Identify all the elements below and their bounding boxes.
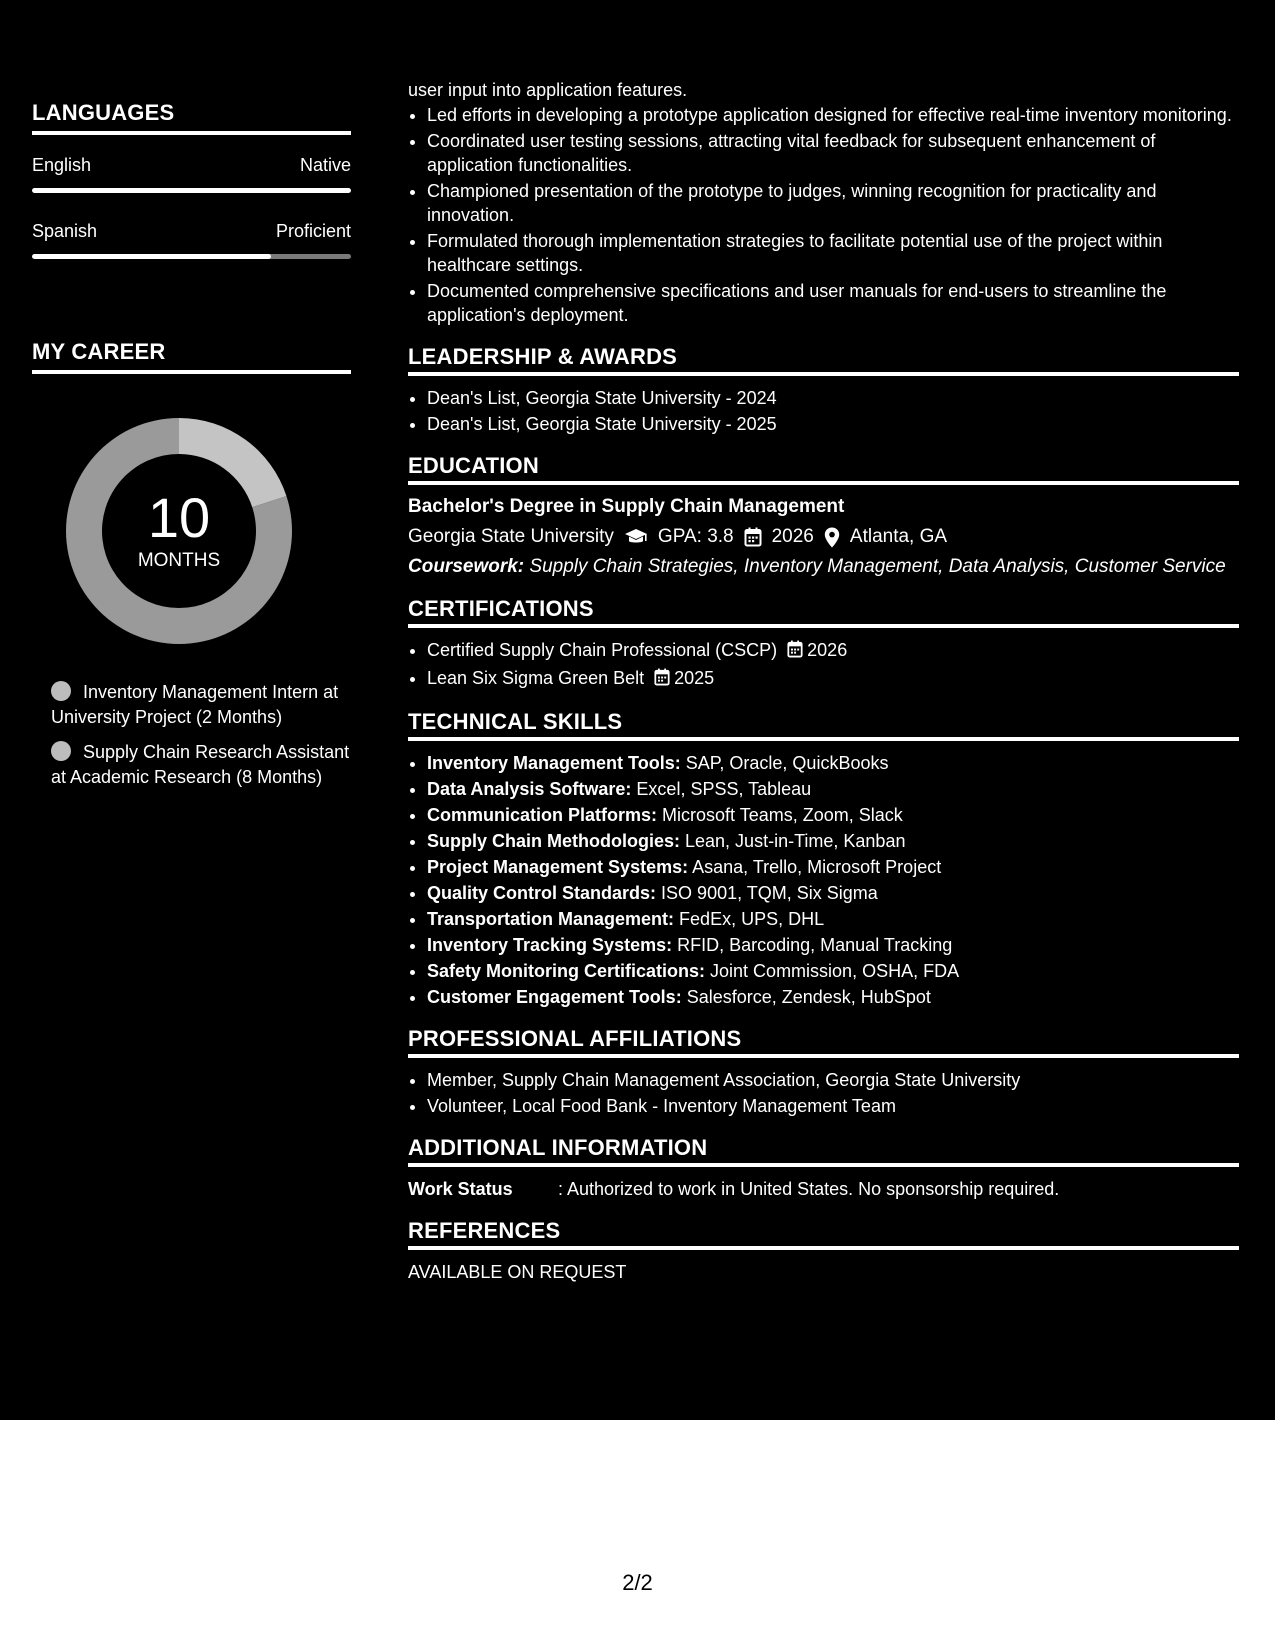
cert-name: Lean Six Sigma Green Belt	[427, 668, 645, 688]
language-bar-fill	[32, 254, 271, 259]
language-name: English	[32, 155, 92, 175]
skills-list	[408, 751, 1239, 1009]
affiliations-heading: PROFESSIONAL AFFILIATIONS	[408, 1027, 1239, 1058]
career-donut	[66, 418, 292, 644]
location-pin-icon	[824, 527, 840, 548]
list-item	[427, 803, 1239, 827]
graduation-year: 2026	[771, 526, 814, 547]
skill-values: Excel, SPSS, Tableau	[636, 779, 812, 799]
skills-heading: TECHNICAL SKILLS	[408, 710, 1239, 741]
career-total-number: 10	[147, 486, 211, 549]
skill-category: Customer Engagement Tools:	[427, 987, 682, 1007]
calendar-icon	[654, 668, 670, 692]
list-item: • Coordinated user testing sessions, attracting vital feedback for subsequent enhancement of application functionalities.	[427, 129, 1239, 177]
continued-text: user input into application features.	[408, 80, 688, 100]
degree-title: Bachelor's Degree in Supply Chain Management	[408, 496, 845, 517]
cert-year: 2026	[807, 640, 848, 660]
education-details	[408, 525, 1239, 549]
coursework-text: Supply Chain Strategies, Inventory Management, Data Analysis, Customer Service	[529, 556, 1226, 577]
additional-info-heading: ADDITIONAL INFORMATION	[408, 1136, 1239, 1167]
skill-category: Transportation Management:	[427, 909, 675, 929]
career-item-label: Supply Chain Research Assistant at Academic Research (8 Months)	[51, 742, 350, 787]
skill-values: Asana, Trello, Microsoft Project	[692, 857, 942, 877]
list-item: • Volunteer, Local Food Bank - Inventory Management Team	[427, 1094, 1239, 1118]
language-english	[32, 155, 351, 193]
references-text: AVAILABLE ON REQUEST	[408, 1262, 627, 1282]
skill-category: Inventory Management Tools:	[427, 753, 681, 773]
certifications-list	[408, 638, 1239, 692]
list-item	[427, 907, 1239, 931]
skill-category: Supply Chain Methodologies:	[427, 831, 680, 851]
career-item	[51, 740, 351, 790]
career-heading: MY CAREER	[32, 339, 351, 374]
list-item	[427, 855, 1239, 879]
bullet-dot-icon	[51, 681, 71, 701]
skill-category: Project Management Systems:	[427, 857, 689, 877]
language-bar	[32, 254, 351, 259]
main-content	[408, 78, 1239, 1284]
coursework-label: Coursework:	[408, 556, 525, 577]
page-number: 2/2	[622, 1570, 653, 1595]
list-item: • Championed presentation of the prototype to judges, winning recognition for practicality and innovation.	[427, 179, 1239, 227]
language-level: Native	[299, 155, 351, 175]
references-heading: REFERENCES	[408, 1219, 1239, 1250]
career-item-label: Inventory Management Intern at University Project (2 Months)	[51, 682, 339, 727]
skill-values: ISO 9001, TQM, Six Sigma	[661, 883, 878, 903]
work-status-label: Work Status	[408, 1179, 513, 1199]
skill-category: Inventory Tracking Systems:	[427, 935, 673, 955]
skill-values: Salesforce, Zendesk, HubSpot	[686, 987, 931, 1007]
skill-values: Lean, Just-in-Time, Kanban	[685, 831, 906, 851]
list-item: • Formulated thorough implementation strategies to facilitate potential use of the project within healthcare settings.	[427, 229, 1239, 277]
list-item	[427, 881, 1239, 905]
certifications-heading: CERTIFICATIONS	[408, 597, 1239, 628]
list-item: • Led efforts in developing a prototype application designed for effective real-time inventory monitoring.	[427, 103, 1239, 127]
donut-center	[66, 418, 292, 644]
skill-category: Data Analysis Software:	[427, 779, 632, 799]
skill-category: Quality Control Standards:	[427, 883, 657, 903]
skill-values: RFID, Barcoding, Manual Tracking	[677, 935, 953, 955]
list-item	[427, 985, 1239, 1009]
skill-values: SAP, Oracle, QuickBooks	[685, 753, 889, 773]
list-item	[427, 638, 1239, 664]
career-item	[51, 680, 351, 730]
education-heading: EDUCATION	[408, 454, 1239, 485]
list-item: • Documented comprehensive specifications and user manuals for end-users to streamline the application's deployment.	[427, 279, 1239, 327]
work-status-row	[408, 1177, 1239, 1201]
language-name: Spanish	[32, 221, 98, 241]
languages-heading: LANGUAGES	[32, 100, 351, 135]
skill-category: Safety Monitoring Certifications:	[427, 961, 706, 981]
graduation-cap-icon	[624, 528, 648, 546]
list-item	[427, 751, 1239, 775]
list-item	[427, 933, 1239, 957]
work-status-value: : Authorized to work in United States. No sponsorship required.	[558, 1179, 1060, 1199]
language-bar-fill	[32, 188, 351, 193]
language-level: Proficient	[275, 221, 351, 241]
leadership-heading: LEADERSHIP & AWARDS	[408, 345, 1239, 376]
list-item	[427, 829, 1239, 853]
leadership-list	[408, 386, 1239, 436]
list-item	[427, 777, 1239, 801]
list-item: • Member, Supply Chain Management Association, Georgia State University	[427, 1068, 1239, 1092]
language-spanish	[32, 221, 351, 259]
list-item	[427, 666, 1239, 692]
skill-values: Joint Commission, OSHA, FDA	[710, 961, 960, 981]
sidebar	[32, 100, 351, 800]
school-location: Atlanta, GA	[849, 526, 948, 547]
language-bar	[32, 188, 351, 193]
list-item: • Dean's List, Georgia State University - 2025	[427, 412, 1239, 436]
bullet-dot-icon	[51, 741, 71, 761]
skill-values: Microsoft Teams, Zoom, Slack	[662, 805, 903, 825]
skill-category: Communication Platforms:	[427, 805, 658, 825]
list-item: • Dean's List, Georgia State University - 2024	[427, 386, 1239, 410]
career-list	[32, 680, 351, 790]
gpa: GPA: 3.8	[657, 526, 734, 547]
school-name: Georgia State University	[408, 526, 614, 547]
calendar-icon	[787, 640, 803, 664]
cert-year: 2025	[674, 668, 715, 688]
list-item	[427, 959, 1239, 983]
project-bullets	[408, 103, 1239, 327]
coursework	[408, 555, 1239, 579]
cert-name: Certified Supply Chain Professional (CSCP)	[427, 640, 778, 660]
affiliations-list	[408, 1068, 1239, 1118]
skill-values: FedEx, UPS, DHL	[679, 909, 825, 929]
career-total-unit: MONTHS	[137, 550, 221, 571]
calendar-icon	[744, 527, 762, 547]
